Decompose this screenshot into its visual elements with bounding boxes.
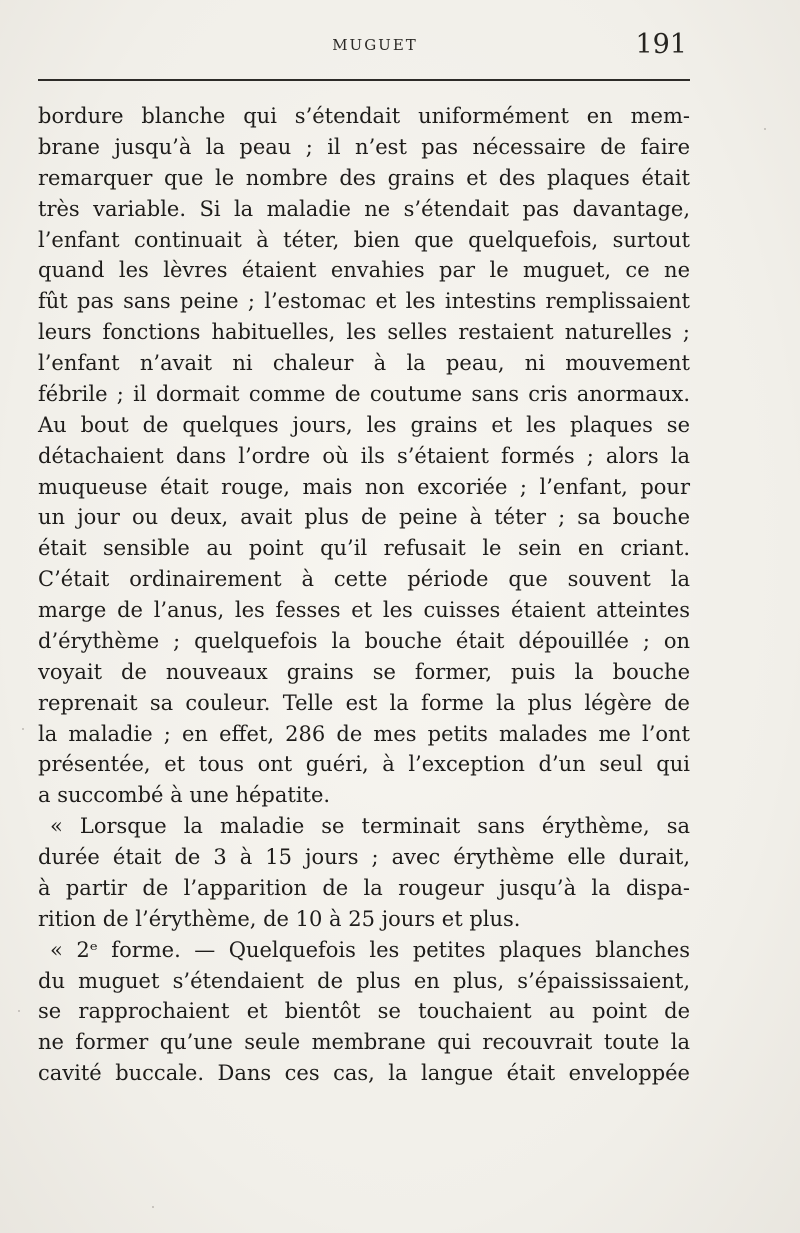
text-line: était sensible au point qu’il refusait le sein en criant. [38, 536, 690, 561]
text-line: détachaient dans l’ordre où ils s’étaient formés ; alors la [38, 443, 690, 468]
text-line: muqueuse était rouge, mais non excoriée ; l’enfant, pour [38, 474, 690, 499]
text-line: fébrile ; il dormait comme de coutume sans cris anormaux. [38, 381, 690, 406]
body-text [38, 101, 690, 1089]
text-line: a succombé à une hépatite. [38, 783, 331, 808]
text-line: cavité buccale. Dans ces cas, la langue était enveloppée [38, 1061, 690, 1086]
text-line: quand les lèvres étaient envahies par le muguet, ce ne [38, 258, 690, 283]
paper-speck [152, 1206, 154, 1208]
paper-speck [764, 128, 766, 130]
running-title: MUGUET [332, 36, 418, 54]
text-line: la maladie ; en effet, 286 de mes petits malades me l’ont [38, 721, 690, 746]
text-line: un jour ou deux, avait plus de peine à téter ; sa bouche [38, 505, 690, 530]
text-line: très variable. Si la maladie ne s’étendait pas davantage, [38, 196, 690, 221]
text-line: reprenait sa couleur. Telle est la forme la plus légère de [38, 690, 690, 715]
text-line: à partir de l’apparition de la rougeur jusqu’à la dispa- [38, 875, 690, 900]
text-line: fût pas sans peine ; l’estomac et les intestins remplissaient [38, 289, 690, 314]
header-rule [38, 79, 690, 81]
text-line: « 2ᵉ forme. — Quelquefois les petites plaques blanches [50, 937, 690, 962]
text-line: Au bout de quelques jours, les grains et les plaques se [38, 412, 690, 437]
paper-speck [22, 728, 24, 730]
text-line: l’enfant continuait à téter, bien que quelquefois, surtout [38, 227, 690, 252]
text-line: d’érythème ; quelquefois la bouche était dépouillée ; on [38, 628, 690, 653]
page-number: 191 [635, 29, 687, 60]
text-line: leurs fonctions habituelles, les selles restaient naturelles ; [38, 320, 690, 345]
text-line: présentée, et tous ont guéri, à l’exception d’un seul qui [38, 752, 690, 777]
text-line: du muguet s’étendaient de plus en plus, s’épaississaient, [38, 968, 690, 993]
text-line: se rapprochaient et bientôt se touchaient au point de [38, 999, 690, 1024]
text-line: remarquer que le nombre des grains et des plaques était [38, 165, 690, 190]
text-line: l’enfant n’avait ni chaleur à la peau, ni mouvement [38, 351, 690, 375]
text-line: marge de l’anus, les fesses et les cuisses étaient atteintes [38, 598, 690, 622]
text-line: durée était de 3 à 15 jours ; avec érythème elle durait, [38, 845, 690, 869]
text-line: voyait de nouveaux grains se former, puis la bouche [38, 659, 690, 684]
paper-speck [18, 1010, 20, 1012]
text-line: ne former qu’une seule membrane qui recouvrait toute la [38, 1030, 690, 1055]
text-line: rition de l’érythème, de 10 à 25 jours et plus. [38, 906, 521, 931]
text-line: « Lorsque la maladie se terminait sans érythème, sa [50, 814, 690, 839]
text-line: C’était ordinairement à cette période que souvent la [38, 567, 690, 592]
text-line: brane jusqu’à la peau ; il n’est pas nécessaire de faire [38, 134, 690, 159]
text-line: bordure blanche qui s’étendait uniformément en mem- [38, 104, 690, 128]
